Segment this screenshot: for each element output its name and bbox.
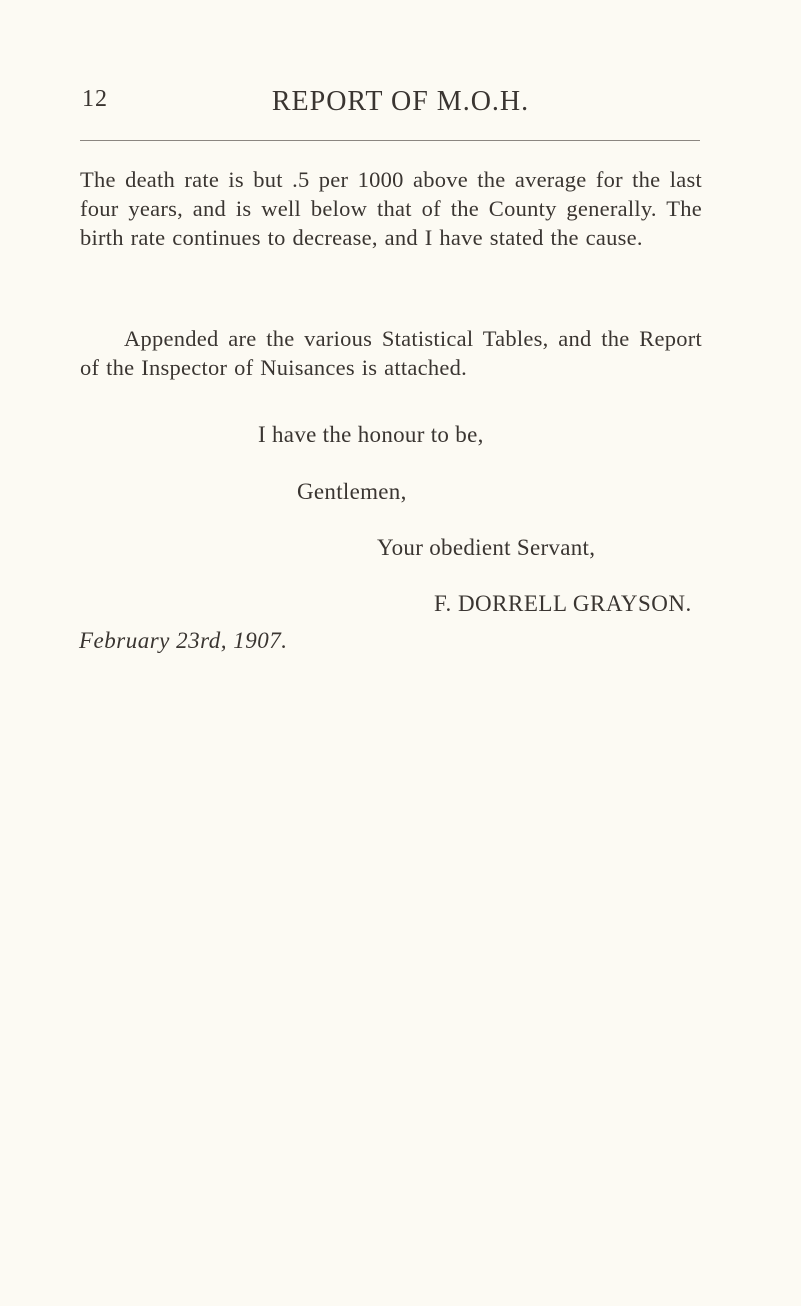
header-rule xyxy=(80,140,700,141)
body-paragraph-2: Appended are the various Statistical Tables, and the Report of the Inspector of Nuisances is attached. xyxy=(80,326,702,380)
closing-address: Gentlemen, xyxy=(297,479,407,504)
closing-valediction: Your obedient Servant, xyxy=(377,535,596,560)
letter-date: February 23rd, 1907. xyxy=(79,628,288,653)
closing-salutation: I have the honour to be, xyxy=(258,422,484,447)
signature: F. DORRELL GRAYSON. xyxy=(434,591,692,616)
page-number: 12 xyxy=(82,86,108,112)
running-title: REPORT OF M.O.H. xyxy=(271,86,530,117)
body-paragraph-1: The death rate is but .5 per 1000 above the average for the last four years, and is well below that of the County generally. The birth rate continues to decrease, and I have stated the cause. xyxy=(80,167,702,250)
